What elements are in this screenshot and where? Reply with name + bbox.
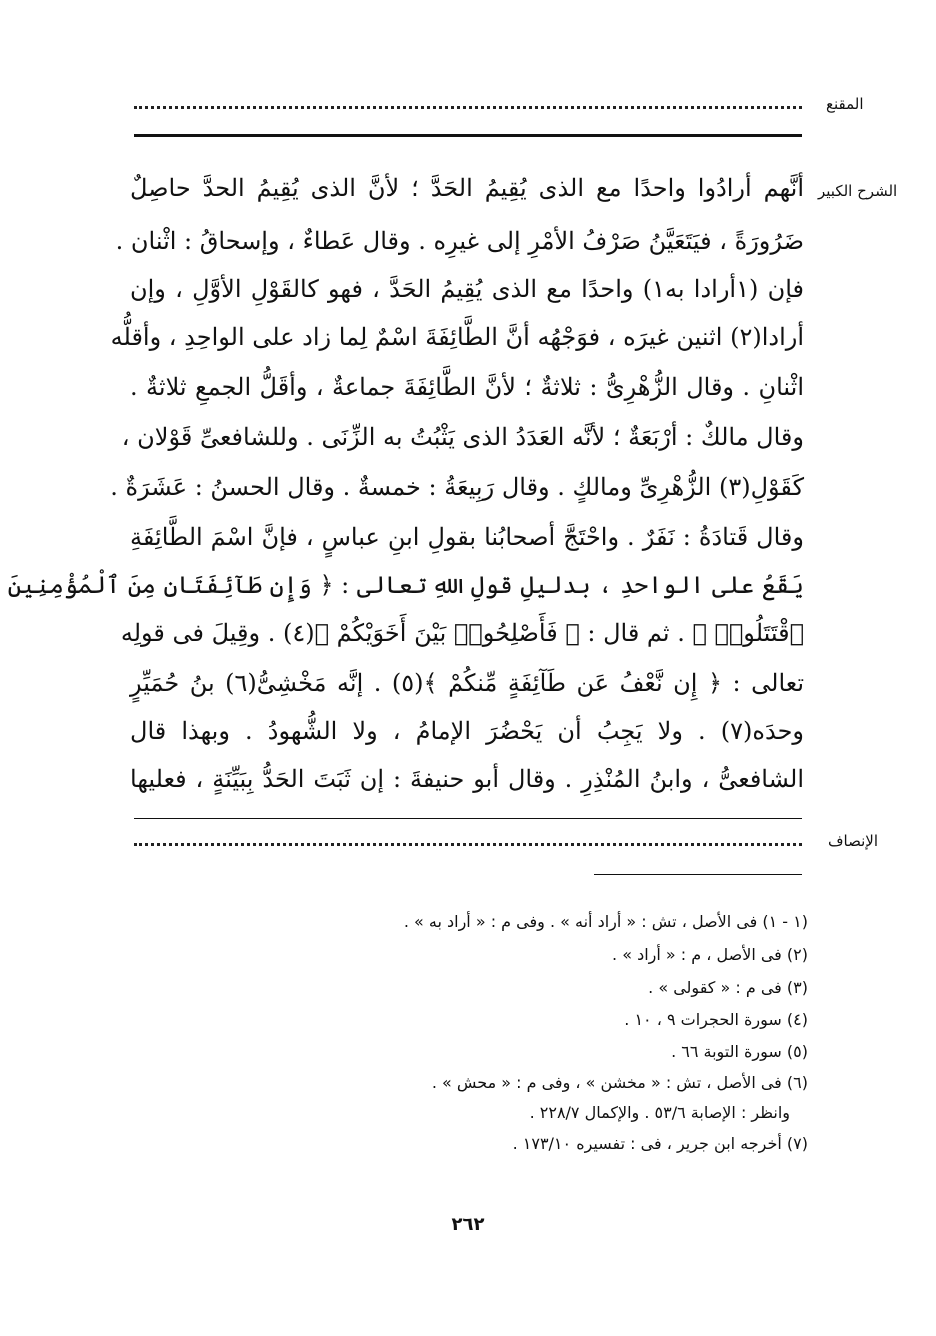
- body-line: تعالى : ﴿ إِن نَّعْفُ عَن طَآئِفَةٍ مِّنكُمْ ﴾(٥) . إنَّه مَخْشِىُّ(٦) بنُ حُمَيِّرٍ: [130, 669, 805, 697]
- body-line: وقال قَتادَةُ : نَفَرٌ . واحْتَجَّ أصحابُنا بقولِ ابنِ عباسٍ ، فإنَّ اسْمَ الطَّائِفَةِ: [130, 523, 804, 551]
- body-line: الشافعىُّ ، وابنُ المُنْذِرِ . وقال أبو حنيفةَ : إن ثَبَتَ الحَدُّ بِبَيِّنَةٍ ، فعليها: [130, 765, 804, 793]
- footnote: (١ - ١) فى الأصل ، تش : « أراد أنه » . وفى م : « أراد به » .: [403, 912, 808, 931]
- body-line: أرادا(٢) اثنين غيرَه ، فوَجْهُه أنَّ الطَّائِفَةَ اسْمٌ لِما زاد على الواحِدِ ، وأقلُّه: [110, 323, 804, 351]
- body-line: ٱقْتَتَلُوا۟ ﴾ . ثم قال : ﴿ فَأَصْلِحُوا۟ بَيْنَ أَخَوَيْكُمْ ﴾(٤) . وقِيلَ فى قولِه: [120, 619, 804, 647]
- commentary-label: الشرح الكبير: [818, 182, 898, 200]
- body-end-rule: [134, 818, 802, 819]
- insaf-dotted-line: [134, 843, 802, 846]
- footnote: (٥) سورة التوبة ٦٦ .: [671, 1042, 808, 1061]
- insaf-label: الإنصاف: [828, 832, 879, 850]
- footnote: (٧) أخرجه ابن جرير ، فى : تفسيره ١٧٣/١٠ .: [512, 1134, 808, 1153]
- page-number: ٢٦٢: [451, 1214, 485, 1235]
- body-line: ضَرُورَةً ، فيَتَعَيَّنُ صَرْفُ الأمْرِ إلى غيرِه . وقال عَطاءٌ ، وإسحاقُ : اثْنان .: [115, 227, 804, 255]
- body-line: يَقَعُ على الواحدِ ، بدليلِ قولِ اللهِ تعالى : ﴿ وَإِن طَآئِفَتَانِ مِنَ ٱلْمُؤْمِنِينَ: [7, 571, 804, 599]
- body-line: وقال مالكٌ : أرْبَعَةٌ ؛ لأنَّه العَدَدُ الذى يَثْبُتُ به الزِّنَى . وللشافعىِّ قَوْلان ،: [121, 423, 804, 451]
- footnote: (٣) فى م : « كقولى » .: [648, 978, 808, 997]
- footnote: (٦) فى الأصل ، تش : « مخشن » ، وفى م : « محش » .: [431, 1073, 808, 1092]
- body-line: كَقَوْلِ(٣) الزُّهْرِىِّ ومالكٍ . وقال رَبِيعَةُ : خمسةٌ . وقال الحسنُ : عَشَرَةٌ .: [110, 473, 804, 501]
- header-dotted-line: [134, 106, 802, 109]
- header-rule: [134, 134, 802, 137]
- footnote: (٤) سورة الحجرات ٩ ، ١٠ .: [624, 1010, 808, 1029]
- body-line: اثْنانِ . وقال الزُّهْرِىُّ : ثلاثةٌ ؛ لأنَّ الطَّائِفَةَ جماعةٌ ، وأقَلُّ الجمعِ ثلاثةٌ .: [130, 373, 804, 401]
- footnote-separator: [594, 874, 802, 875]
- body-line: وحدَه(٧) . ولا يَجِبُ أن يَحْضُرَ الإمامُ ، ولا الشُّهودُ . وبهذا قال: [130, 717, 804, 745]
- body-line: فإن (١أرادا به١) واحدًا مع الذى يُقِيمُ الحَدَّ ، فهو كالقَوْلِ الأوَّلِ ، وإن: [130, 275, 804, 303]
- body-line: أنَّهم أرادُوا واحدًا مع الذى يُقِيمُ الحَدَّ ؛ لأنَّ الذى يُقِيمُ الحدَّ حاصِلٌ: [130, 174, 804, 202]
- footnote: (٢) فى الأصل ، م : « أراد » .: [612, 945, 808, 964]
- book-title: المقنع: [826, 95, 864, 113]
- footnote-continuation: وانظر : الإصابة ٥٣/٦ . والإكمال ٢٢٨/٧ .: [529, 1103, 790, 1122]
